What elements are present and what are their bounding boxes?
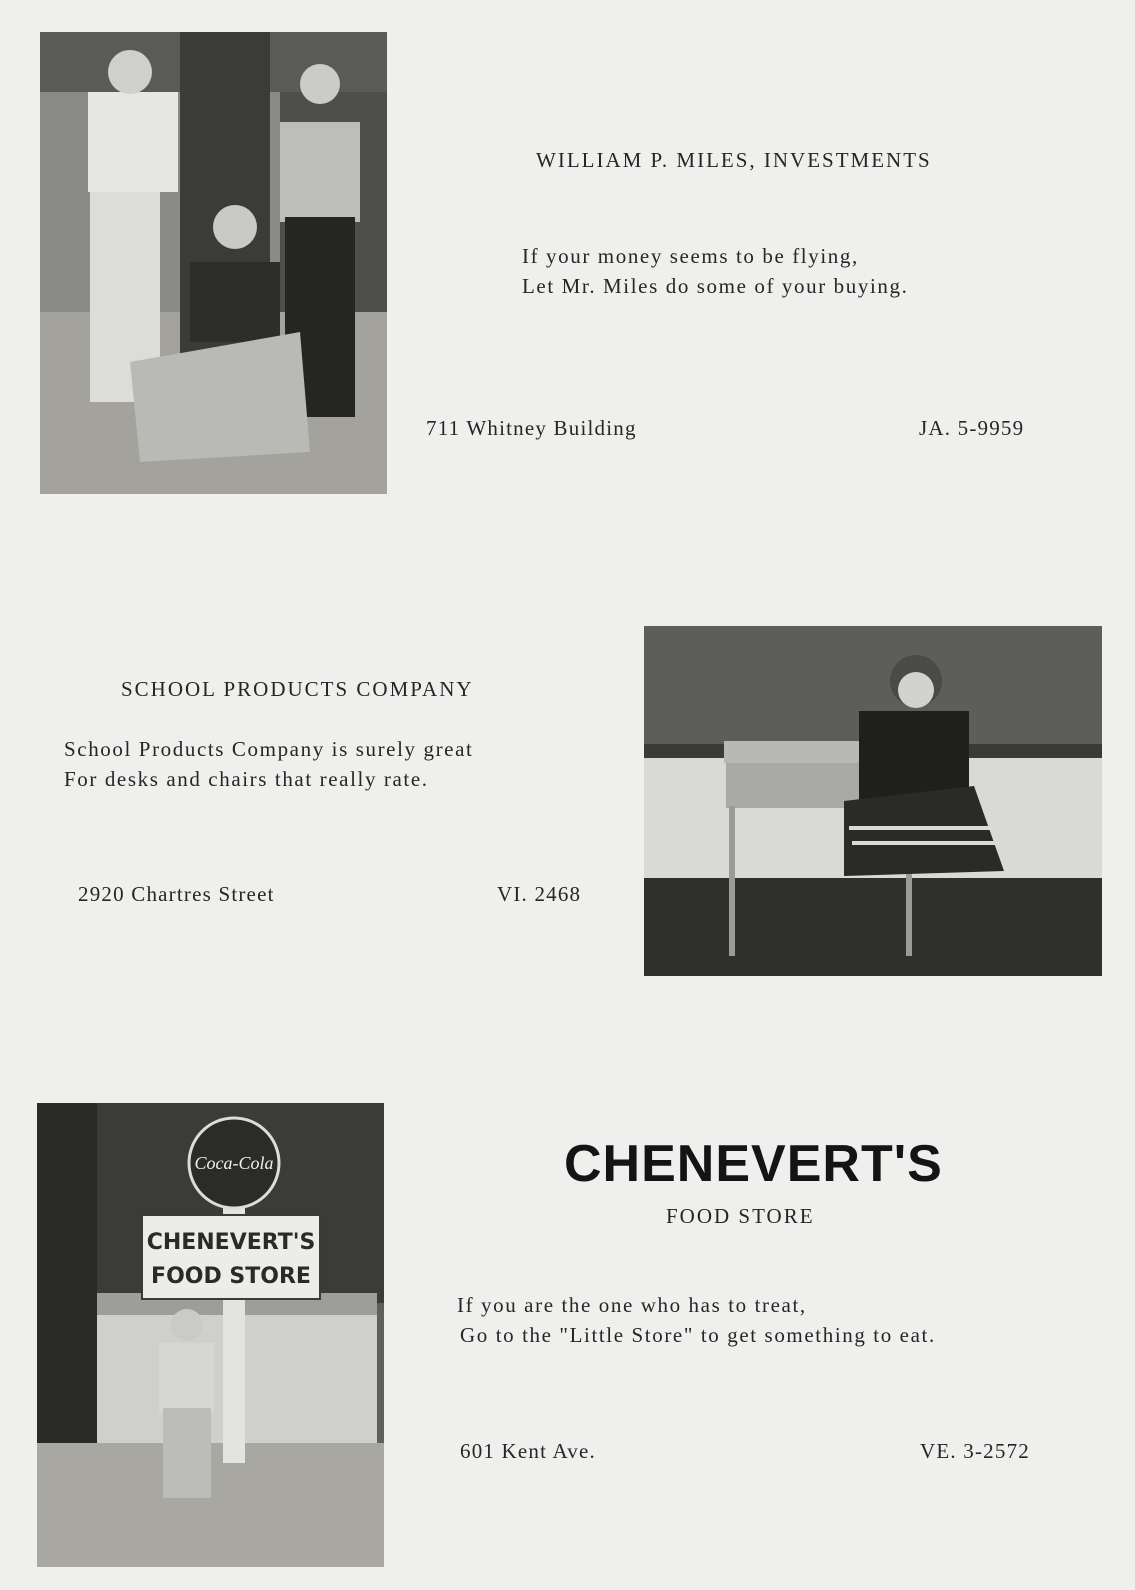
photo-three-students-by-tree [40,32,387,494]
ad3-business-name: CHENEVERT'S [564,1135,943,1193]
ad1-verse-line-1: If your money seems to be flying, [522,244,859,268]
ad1-phone: JA. 5-9959 [919,416,1025,440]
sign-coca-cola-text: Coca-Cola [194,1153,274,1173]
photo-food-store-sign [37,1103,384,1567]
ad3-address: 601 Kent Ave. [460,1439,596,1463]
ad3-verse-line-2: Go to the "Little Store" to get something to eat. [460,1323,936,1347]
sign-line-2: FOOD STORE [151,1264,311,1289]
ad2-verse-line-2: For desks and chairs that really rate. [64,767,429,791]
ad1-business-name: WILLIAM P. MILES, INVESTMENTS [536,148,932,172]
ad1-address: 711 Whitney Building [426,416,637,440]
ad2-business-name: SCHOOL PRODUCTS COMPANY [121,677,474,701]
ad2-verse-line-1: School Products Company is surely great [64,737,474,761]
ad3-subtitle: FOOD STORE [666,1204,815,1228]
ad3-phone: VE. 3-2572 [920,1439,1030,1463]
ad2-address: 2920 Chartres Street [78,882,275,906]
photo-girl-at-school-desk [644,626,1102,976]
ad2-phone: VI. 2468 [497,882,582,906]
ad3-verse-line-1: If you are the one who has to treat, [457,1293,807,1317]
sign-line-1: CHENEVERT'S [146,1230,316,1255]
ad1-verse-line-2: Let Mr. Miles do some of your buying. [522,274,909,298]
